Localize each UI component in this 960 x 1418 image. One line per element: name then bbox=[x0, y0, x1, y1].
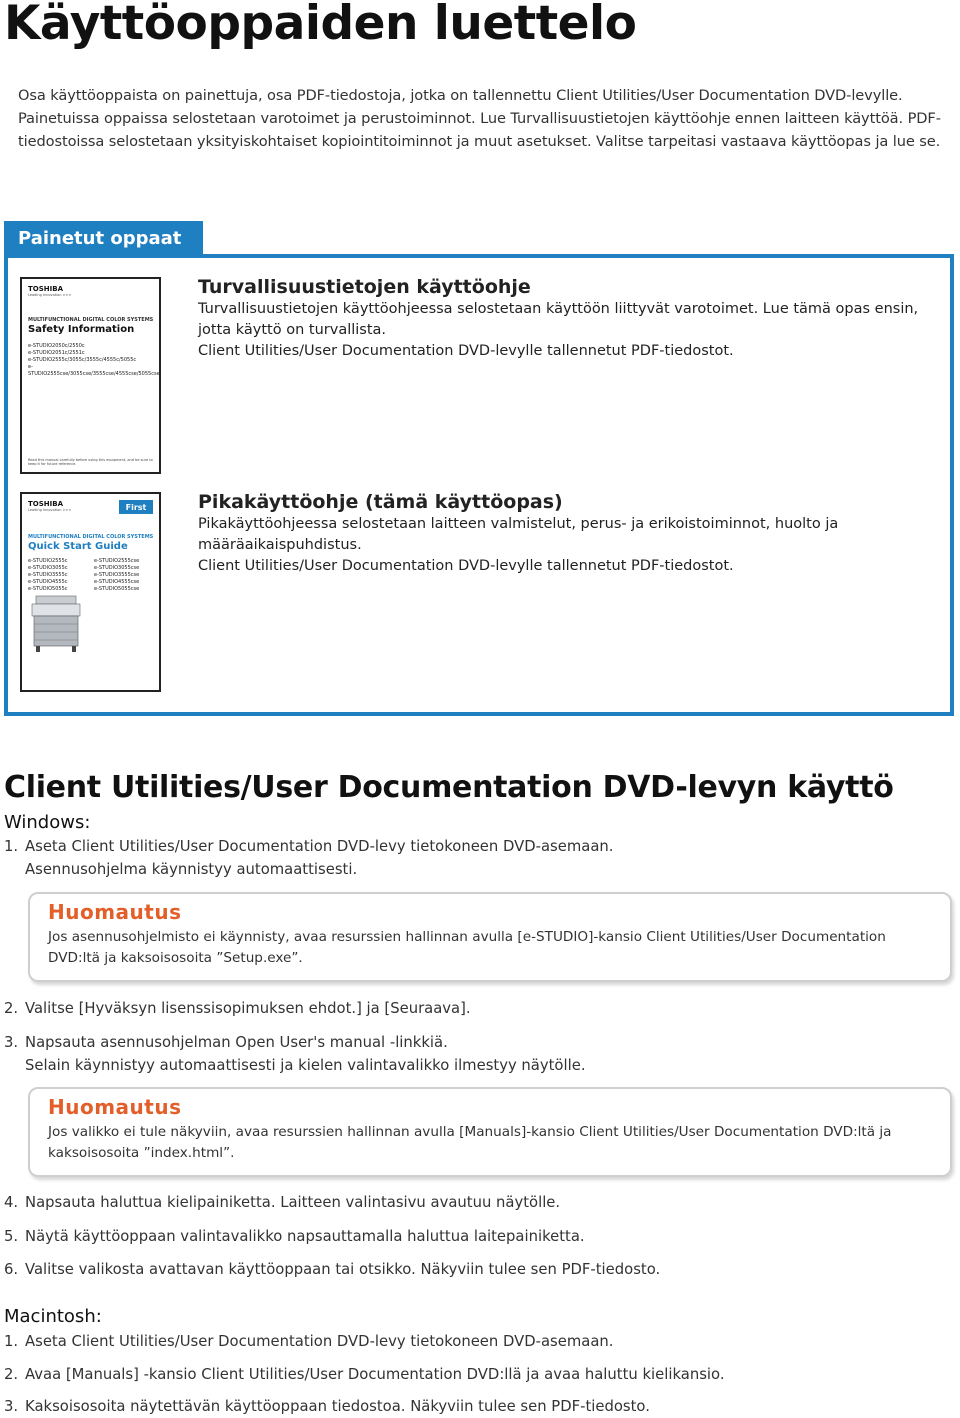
step-text: Kaksoisosoita näytettävän käyttöoppaan tiedostoa. Näkyviin tulee sen PDF-tiedosto. bbox=[25, 1398, 650, 1415]
dvd-section-title: Client Utilities/User Documentation DVD-levyn käyttö bbox=[4, 770, 894, 805]
mac-step-1 bbox=[4, 1330, 944, 1353]
note-text: Jos asennusohjelmisto ei käynnisty, avaa resurssien hallinnan avulla [e-STUDIO]-kansio Client Utilities/User Documentation DVD:ltä ja kaksoisosoita ”Setup.exe”. bbox=[48, 929, 886, 966]
cover-models-left bbox=[28, 558, 68, 593]
step-number: 3. bbox=[4, 1398, 19, 1415]
note-heading: Huomautus bbox=[48, 900, 182, 924]
windows-step-4 bbox=[4, 1191, 944, 1214]
step-text: Avaa [Manuals] -kansio Client Utilities/User Documentation DVD:llä ja avaa haluttu kielikansio. bbox=[25, 1366, 725, 1383]
cover-model: e-STUDIO3055cse bbox=[94, 565, 140, 571]
windows-step-1 bbox=[4, 835, 944, 881]
cover-brand: TOSHIBA bbox=[28, 500, 63, 508]
cover-series: MULTIFUNCTIONAL DIGITAL COLOR SYSTEMS bbox=[28, 534, 154, 540]
cover-models bbox=[28, 343, 160, 378]
cover-model: e-STUDIO2555cse/3055cse/3555cse/4555cse/5055cse bbox=[28, 364, 160, 377]
step-number: 2. bbox=[4, 1000, 19, 1017]
step-subtext: Selain käynnistyy automaattisesti ja kielen valintavalikko ilmestyy näytölle. bbox=[25, 1057, 586, 1074]
safety-information-cover bbox=[20, 277, 161, 474]
cover-brand-sub: Leading Innovation >>> bbox=[28, 293, 72, 297]
cover-model: e-STUDIO5055c bbox=[28, 586, 68, 592]
step-number: 5. bbox=[4, 1228, 19, 1245]
mac-step-3 bbox=[4, 1395, 944, 1418]
cover-model: e-STUDIO2051c/2551c bbox=[28, 350, 85, 356]
step-number: 6. bbox=[4, 1261, 19, 1278]
intro-text: Osa käyttöoppaista on painettuja, osa PDF-tiedostoja, jotka on tallennettu Client Utilities/User Documentation DVD-levylle. Painetuissa oppaissa selostetaan varotoimet ja perustoiminnot. Lue Turvallisuustietojen käyttöohje ennen laitteen käyttöä. PDF-tiedostoissa selostetaan yksityiskohtaiset kopiointitoiminnot ja muut asetukset. Valitse tarpeitasi vastaava käyttöopas ja lue se. bbox=[18, 87, 941, 150]
cover-brand-sub: Leading Innovation >>> bbox=[28, 508, 72, 512]
windows-step-5 bbox=[4, 1225, 944, 1248]
guide-desc-line: Client Utilities/User Documentation DVD-levylle tallennetut PDF-tiedostot. bbox=[198, 558, 734, 574]
guide-title-safety: Turvallisuustietojen käyttöohje bbox=[198, 276, 531, 298]
quick-start-guide-cover bbox=[20, 492, 161, 692]
first-badge: First bbox=[119, 500, 153, 514]
cover-model: e-STUDIO2555cse bbox=[94, 558, 140, 564]
step-subtext: Asennusohjelma käynnistyy automaattisesti. bbox=[25, 861, 358, 878]
windows-heading: Windows: bbox=[4, 812, 91, 833]
note-box-index bbox=[28, 1087, 952, 1177]
step-number: 1. bbox=[4, 838, 19, 855]
step-text: Valitse valikosta avattavan käyttöoppaan tai otsikko. Näkyviin tulee sen PDF-tiedosto. bbox=[25, 1261, 661, 1278]
step-number: 1. bbox=[4, 1333, 19, 1350]
cover-brand: TOSHIBA bbox=[28, 285, 63, 293]
note-text: Jos valikko ei tule näkyviin, avaa resurssien hallinnan avulla [Manuals]-kansio Client Utilities/User Documentation DVD:ltä ja kaksoisosoita ”index.html”. bbox=[48, 1124, 892, 1161]
step-number: 3. bbox=[4, 1034, 19, 1051]
guide-desc-line: Pikakäyttöohjeessa selostetaan laitteen valmistelut, perus- ja erikoistoiminnot, huolto ja määräaikaispuhdistus. bbox=[198, 516, 839, 553]
step-text: Napsauta haluttua kielipainiketta. Laitteen valintasivu avautuu näytölle. bbox=[25, 1194, 561, 1211]
cover-model: e-STUDIO4555c bbox=[28, 579, 68, 585]
cover-model: e-STUDIO4555cse bbox=[94, 579, 140, 585]
step-text: Aseta Client Utilities/User Documentation DVD-levy tietokoneen DVD-asemaan. bbox=[25, 838, 614, 855]
cover-model: e-STUDIO2555c bbox=[28, 558, 68, 564]
note-heading: Huomautus bbox=[48, 1095, 182, 1119]
windows-step-6 bbox=[4, 1258, 944, 1281]
cover-models-right bbox=[94, 558, 139, 593]
cover-model: e-STUDIO2555c/3055c/3555c/4555c/5055c bbox=[28, 357, 137, 363]
guide-desc-quick-start bbox=[198, 514, 938, 577]
step-text: Näytä käyttöoppaan valintavalikko napsauttamalla haluttua laitepainiketta. bbox=[25, 1228, 585, 1245]
guide-desc-line: Client Utilities/User Documentation DVD-levylle tallennetut PDF-tiedostot. bbox=[198, 343, 734, 359]
copier-image bbox=[30, 594, 84, 654]
cover-model: e-STUDIO2050c/2550c bbox=[28, 343, 85, 349]
note-box-setup bbox=[28, 892, 952, 982]
step-text: Valitse [Hyväksyn lisenssisopimuksen ehdot.] ja [Seuraava]. bbox=[25, 1000, 471, 1017]
cover-model: e-STUDIO3555cse bbox=[94, 572, 140, 578]
guide-title-quick-start: Pikakäyttöohje (tämä käyttöopas) bbox=[198, 491, 563, 513]
step-text: Napsauta asennusohjelman Open User's manual -linkkiä. bbox=[25, 1034, 448, 1051]
windows-step-2 bbox=[4, 997, 944, 1020]
cover-model: e-STUDIO3055c bbox=[28, 565, 68, 571]
cover-model: e-STUDIO5055cse bbox=[94, 586, 140, 592]
cover-footnote: Read this manual carefully before using this equipment, and be sure to keep it for future reference. bbox=[28, 458, 153, 466]
guide-desc-line: Turvallisuustietojen käyttöohjeessa selostetaan käyttöön liittyvät varotoimet. Lue tämä opas ensin, jotta käyttö on turvallista. bbox=[198, 301, 919, 338]
step-text: Aseta Client Utilities/User Documentation DVD-levy tietokoneen DVD-asemaan. bbox=[25, 1333, 614, 1350]
cover-title: Quick Start Guide bbox=[28, 541, 128, 552]
cover-series: MULTIFUNCTIONAL DIGITAL COLOR SYSTEMS bbox=[28, 317, 154, 323]
cover-title: Safety Information bbox=[28, 324, 135, 335]
printed-guides-tab: Painetut oppaat bbox=[4, 221, 203, 256]
macintosh-heading: Macintosh: bbox=[4, 1306, 102, 1327]
step-number: 2. bbox=[4, 1366, 19, 1383]
mac-step-2 bbox=[4, 1363, 944, 1386]
windows-step-3 bbox=[4, 1031, 944, 1077]
page-title: Käyttöoppaiden luettelo bbox=[4, 0, 637, 51]
guide-desc-safety bbox=[198, 299, 938, 362]
cover-model: e-STUDIO3555c bbox=[28, 572, 68, 578]
step-number: 4. bbox=[4, 1194, 19, 1211]
